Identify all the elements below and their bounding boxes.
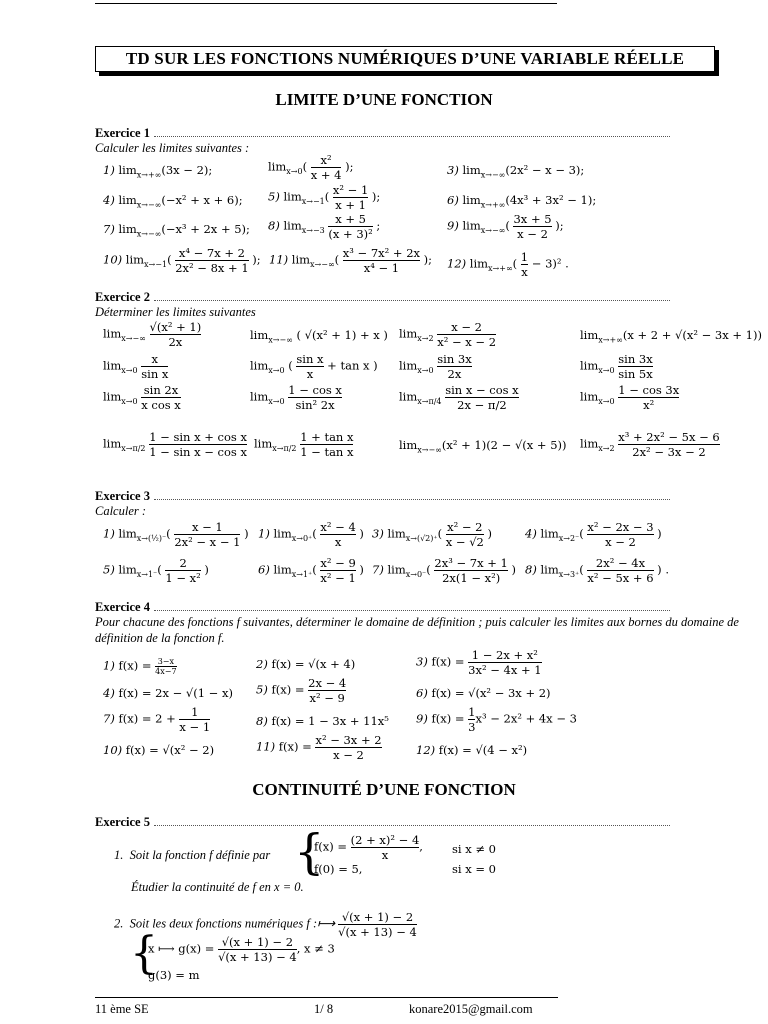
list-item: 5) $\lim_{x\to-1}$( $\frac{\text{x² − 1}}{x + 1}$ );: [268, 183, 381, 212]
exercise-2-instruction: Déterminer les limites suivantes: [95, 305, 256, 319]
list-item: $\lim_{x\to-\infty}(x^2 + 1)(2 - √(x + 5))$: [399, 438, 567, 455]
list-item: $\lim_{x\to 0}$( $\frac{\text{x²}}{x + 4}$ );: [268, 153, 354, 182]
exercise-5-case1: f(x) = $\frac{\text{(2 + x)² − 4}}{x}$ ,: [314, 833, 423, 862]
list-item: $\lim_{x\to 0}$ ( $\frac{\text{sin x}}{x}$ + tan x ): [250, 352, 378, 381]
list-item: $\lim_{x\to-\infty}$ ( √(x² + 1) + x ): [250, 328, 388, 345]
list-item: $\lim_{x\to\pi/4}$ $\frac{\text{sin x − cos x}}{2x - \pi/2}$: [399, 383, 519, 412]
list-item: $\lim_{x\to-\infty}$ $\frac{\text{√(x² + 1)}}{2x}$: [103, 320, 202, 349]
list-item: 5) f(x) = $\frac{2x - 4}{\text{x² − 9}}$: [256, 676, 347, 705]
top-rule: [95, 3, 557, 4]
list-item: $\lim_{x\to 0}$ $\frac{\sin 3x}{\sin 5x}$: [580, 352, 653, 381]
list-item: 11) $\lim_{x\to-\infty}$( $\frac{\text{x³ − 7x² + 2x}}{\text{x⁴ − 1}}$ );: [269, 246, 433, 275]
section-title-limits: LIMITE D’UNE FONCTION: [275, 90, 493, 109]
list-item: 2) f(x) = √(x + 4): [256, 657, 356, 671]
exercise-4-instruction: Pour chacune des fonctions f suivantes, déterminer le domaine de définition ; puis calculer les limites aux bornes du domaine de définition de la fonction f.: [95, 615, 739, 645]
exercise-5-case2: f(0) = 5,: [314, 862, 363, 876]
list-item: $\lim_{x\to 0}$ $\frac{\sin 3x}{2x}$: [399, 352, 472, 381]
list-item: 1) $\lim_{x\to(\frac{1}{2})^-}$( $\frac{x - 1}{\text{2x² − x − 1}}$ ): [103, 520, 249, 549]
list-item: 7) $\lim_{x\to-\infty}(-x^3 + 2x + 5)$;: [103, 222, 250, 239]
list-item: $\lim_{x\to\pi/2}$ $\frac{\text{1 + tan x}}{\text{1 − tan x}}$: [254, 430, 354, 459]
list-item: 1) $\lim_{x\to+\infty}(3x - 2)$;: [103, 163, 213, 180]
list-item: 7) $\lim_{x\to 0^-}$( $\frac{\text{2x³ − 7x + 1}}{\text{2x(1 − x²)}}$ ): [372, 556, 517, 585]
exercise-5-header: Exercice 5: [95, 815, 670, 830]
list-item: $\lim_{x\to 0}$ $\frac{1 - \cos 3x}{\text{x²}}$: [580, 383, 680, 412]
list-item: 9) $\lim_{x\to-\infty}$( $\frac{3x + 5}{x - 2}$ );: [447, 212, 564, 241]
footer-email: konare2015@gmail.com: [409, 1002, 533, 1016]
list-item: 6) f(x) = √(x² − 3x + 2): [416, 686, 551, 700]
list-item: 8) f(x) = 1 − 3x + 11x⁵: [256, 714, 389, 728]
list-item: 12) f(x) = √(4 − x²): [416, 743, 528, 757]
exercise-1-instruction: Calculer les limites suivantes :: [95, 141, 250, 155]
list-item: $\lim_{x\to+\infty}(x + 2 + √(x^2 - 3x + 1))$: [580, 328, 762, 345]
footer-class: 11 ème SE: [95, 1002, 149, 1016]
exercise-2-header: Exercice 2: [95, 290, 670, 305]
list-item: 8) $\lim_{x\to-3}$ $\frac{x + 5}{\text{(x + 3)²}}$ ;: [268, 212, 381, 241]
exercise-1-header: Exercice 1: [95, 126, 670, 141]
exercise-5-q1-text: Étudier la continuité de f en x = 0.: [131, 880, 304, 894]
brace-icon: {: [130, 928, 158, 979]
list-item: $\lim_{x\to 0}$ $\frac{\sin 2x}{\text{x cos x}}$: [103, 383, 181, 412]
list-item: 3) $\lim_{x\to-\infty}(2x^2 - x - 3)$;: [447, 163, 585, 180]
exercise-4-header: Exercice 4: [95, 600, 670, 615]
exercise-5-q2-case1: x ⟼ g(x) = $\frac{√(x + 1) - 2}{√(x + 13) - 4}$ , x ≠ 3: [148, 935, 335, 964]
footer-page-number: 1/ 8: [314, 1002, 334, 1016]
exercise-5-q2-intro: 2. Soit les deux fonctions numériques f :⟼ $\frac{√(x + 1) - 2}{√(x + 13) - 4}$: [114, 910, 417, 939]
brace-icon: {: [294, 824, 325, 880]
list-item: 9) f(x) = $\frac{1}{3}$ x³ − 2x² + 4x − 3: [416, 705, 577, 734]
exercise-3-header: Exercice 3: [95, 489, 670, 504]
list-item: 5) $\lim_{x\to 1^-}$( $\frac{2}{\text{1 − x²}}$ ): [103, 556, 209, 585]
exercise-3-instruction: Calculer :: [95, 504, 147, 518]
list-item: $\lim_{x\to 0}$ $\frac{x}{\text{sin x}}$: [103, 352, 169, 381]
list-item: 10) f(x) = √(x² − 2): [103, 743, 215, 757]
list-item: $\lim_{x\to\pi/2}$ $\frac{\text{1 − sin x + cos x}}{\text{1 − sin x − cos x}}$: [103, 430, 247, 459]
list-item: 10) $\lim_{x\to-1}$( $\frac{\text{x⁴ − 7x + 2}}{\text{2x² − 8x + 1}}$ );: [103, 246, 261, 275]
exercise-5-cond1: si x ≠ 0: [452, 842, 496, 856]
list-item: 8) $\lim_{x\to 3^+}$( $\frac{\text{2x² − 4x}}{\text{x² − 5x + 6}}$ ) .: [525, 556, 669, 585]
list-item: 3) $\lim_{x\to(√2)^+}$( $\frac{\text{x² − 2}}{x - √2}$ ): [372, 520, 492, 549]
document-title: TD SUR LES FONCTIONS NUMÉRIQUES D’UNE VARIABLE RÉELLE: [95, 46, 715, 72]
list-item: $\lim_{x\to 2}$ $\frac{x - 2}{\text{x² − x − 2}}$: [399, 320, 497, 349]
list-item: 3) f(x) = $\frac{\text{1 − 2x + x²}}{\text{3x² − 4x + 1}}$: [416, 648, 542, 677]
exercise-5-q2-case2: g(3) = m: [148, 968, 200, 982]
list-item: $\lim_{x\to 2}$ $\frac{\text{x³ + 2x² − 5x − 6}}{\text{2x² − 3x − 2}}$: [580, 430, 720, 459]
list-item: 6) $\lim_{x\to 1^+}$( $\frac{\text{x² − 9}}{\text{x² − 1}}$ ): [258, 556, 364, 585]
list-item: 11) f(x) = $\frac{\text{x² − 3x + 2}}{x - 2}$: [256, 733, 382, 762]
exercise-5-q1-intro: 1. Soit la fonction f définie par: [114, 848, 271, 862]
list-item: 4) $\lim_{x\to-\infty}(-x^2 + x + 6)$;: [103, 193, 243, 210]
list-item: 12) $\lim_{x\to+\infty}$( $\frac{1}{x}$ − 3)² .: [447, 250, 569, 279]
exercise-5-cond2: si x = 0: [452, 862, 496, 876]
list-item: 1) $\lim_{x\to 0^+}$( $\frac{\text{x² − 4}}{x}$ ): [258, 520, 364, 549]
section-title-continuity: CONTINUITÉ D’UNE FONCTION: [252, 780, 516, 799]
list-item: 7) f(x) = 2 + $\frac{1}{x - 1}$: [103, 705, 211, 734]
list-item: $\lim_{x\to 0}$ $\frac{\text{1 − cos x}}{\text{sin² 2x}}$: [250, 383, 342, 412]
footer-rule: [95, 997, 558, 998]
list-item: 1) f(x) = $\frac{3-x}{4x-7}$: [103, 657, 177, 676]
list-item: 4) f(x) = 2x − √(1 − x): [103, 686, 233, 700]
list-item: 4) $\lim_{x\to 2^-}$( $\frac{\text{x² − 2x − 3}}{x - 2}$ ): [525, 520, 662, 549]
list-item: 6) $\lim_{x\to+\infty}(4x^3 + 3x^2 - 1)$;: [447, 193, 597, 210]
